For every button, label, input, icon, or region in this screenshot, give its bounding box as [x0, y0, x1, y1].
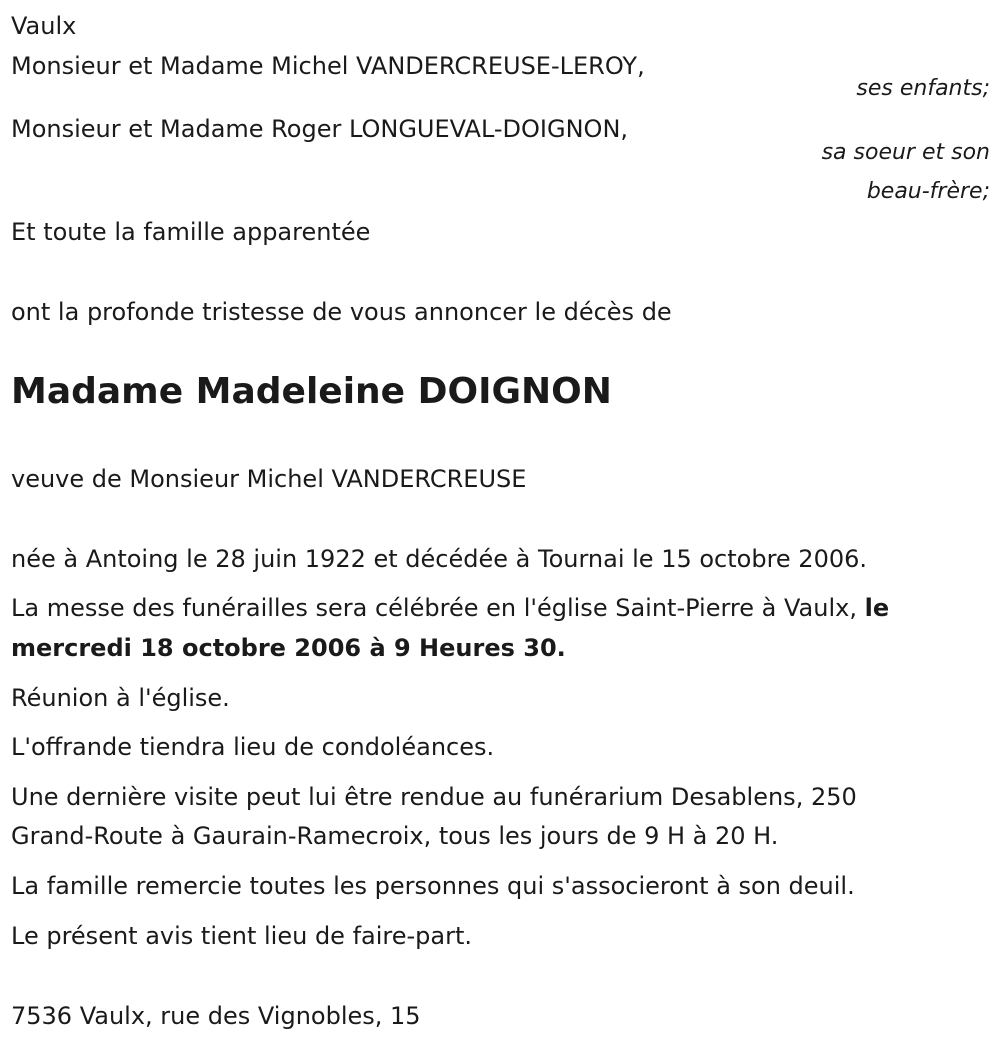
notice: Le présent avis tient lieu de faire-part. — [11, 922, 473, 950]
funeral-mass-text: La messe des funérailles sera célébrée en l'église Saint-Pierre à Vaulx, — [11, 594, 865, 622]
deceased-name: Madame Madeleine DOIGNON — [11, 371, 612, 412]
announcement: ont la profonde tristesse de vous annoncer le décès de — [11, 298, 672, 326]
family-member-1-name: Monsieur et Madame Michel VANDERCREUSE-LEROY, — [11, 52, 645, 80]
visit-info-line1: Une dernière visite peut lui être rendue au funérarium Desablens, 250 — [11, 783, 857, 811]
funeral-mass-date-start: le — [864, 594, 890, 622]
family-member-2-relation-line1: sa soeur et son — [821, 140, 990, 165]
family-member-2-name: Monsieur et Madame Roger LONGUEVAL-DOIGNON, — [11, 115, 629, 143]
funeral-mass — [11, 588, 889, 628]
offering-note: L'offrande tiendra lieu de condoléances. — [11, 733, 495, 761]
family-member-2-relation-line2: beau-frère; — [866, 179, 990, 204]
funeral-mass-date: mercredi 18 octobre 2006 à 9 Heures 30. — [11, 634, 566, 662]
widow-of: veuve de Monsieur Michel VANDERCREUSE — [11, 465, 527, 493]
family-thanks: La famille remercie toutes les personnes qui s'associeront à son deuil. — [11, 872, 855, 900]
family-member-1-relation: ses enfants; — [856, 76, 990, 101]
meeting-place: Réunion à l'église. — [11, 684, 230, 712]
header-town: Vaulx — [11, 12, 77, 40]
address: 7536 Vaulx, rue des Vignobles, 15 — [11, 1002, 421, 1030]
visit-info-line2: Grand-Route à Gaurain-Ramecroix, tous les jours de 9 H à 20 H. — [11, 822, 779, 850]
extended-family: Et toute la famille apparentée — [11, 218, 371, 246]
birth-death: née à Antoing le 28 juin 1922 et décédée à Tournai le 15 octobre 2006. — [11, 545, 868, 573]
